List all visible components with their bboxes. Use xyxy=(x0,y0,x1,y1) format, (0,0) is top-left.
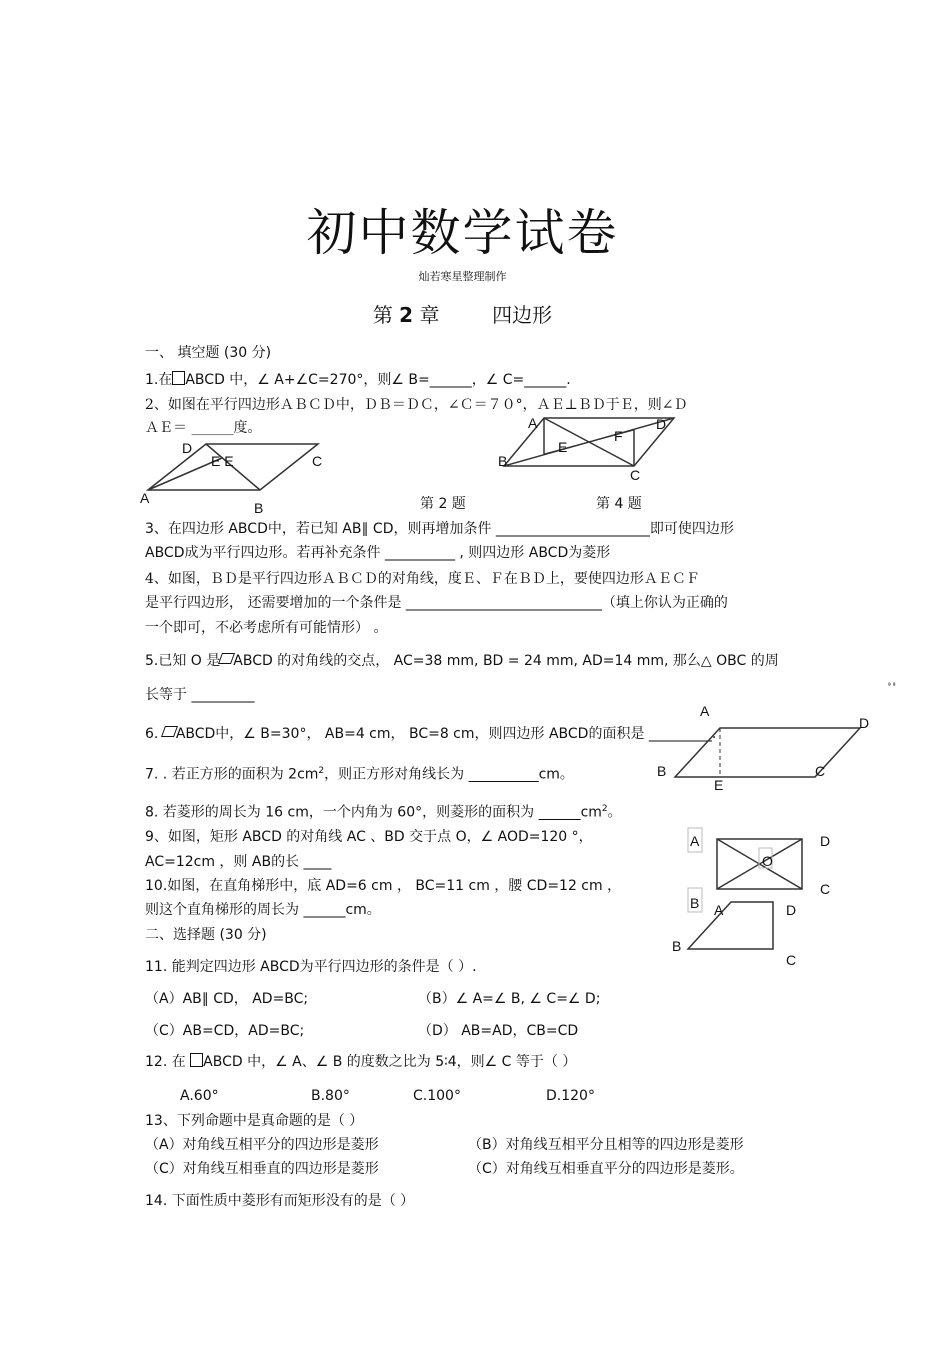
fig4-label-a: A xyxy=(528,415,538,431)
fig6-label-b: B xyxy=(657,763,667,779)
q7-sup: 2 xyxy=(318,766,325,776)
question-12-option-b: B.80° xyxy=(311,1088,350,1104)
figure-q4-parallelogram xyxy=(496,414,680,484)
q5-prefix: 5.已知 O 是 xyxy=(145,653,221,669)
figure-q2-caption: 第 2 题 xyxy=(420,496,466,512)
section-heading-fill-in: 一、 填空题 (30 分) xyxy=(145,345,272,361)
question-4-line-2: 是平行四边形， 还需要增加的一个条件是 ____________________________（填上你认为正确的 xyxy=(145,595,728,611)
q8-sup: 2 xyxy=(601,804,608,814)
fig6-label-d: D xyxy=(859,715,870,731)
question-8 xyxy=(145,800,622,822)
question-11-option-d: （D） AB=AD，CB=CD xyxy=(418,1023,579,1039)
fig2-label-e: E E xyxy=(211,453,234,469)
fig6-label-a: A xyxy=(700,703,710,719)
fig4-label-f: F xyxy=(614,428,623,444)
question-13-option-c: （C）对角线互相垂直的四边形是菱形 xyxy=(145,1161,379,1177)
figure-q2-parallelogram xyxy=(136,436,336,518)
question-13-option-b: （B）对角线互相平分且相等的四边形是菱形 xyxy=(468,1137,744,1153)
fig2-label-c: C xyxy=(312,453,323,469)
fig6-label-e: E xyxy=(714,777,724,793)
question-5-line-2: 长等于 _________ xyxy=(145,687,255,703)
chapter-suffix: 章 xyxy=(419,303,440,327)
chapter-heading xyxy=(0,302,925,328)
question-12-option-d: D.120° xyxy=(546,1088,595,1104)
question-2-line-2: ＡＥ＝ ______度。 xyxy=(145,420,262,436)
question-9-line-2: AC=12cm ，则 AB的长 ____ xyxy=(145,854,332,870)
q1-prefix: 1.在 xyxy=(145,372,173,388)
fig10-label-b: B xyxy=(672,938,682,954)
question-1 xyxy=(145,371,571,389)
fig4-label-b: B xyxy=(498,453,508,469)
question-13-option-d: （C）对角线互相垂直平分的四边形是菱形。 xyxy=(468,1161,744,1177)
parallelogram-square-icon xyxy=(172,371,185,385)
fig9-label-o: O xyxy=(762,853,773,869)
question-7 xyxy=(145,762,574,784)
fig2-label-d: D xyxy=(182,440,193,456)
question-12-option-c: C.100° xyxy=(413,1088,461,1104)
question-11-option-a: （A）AB∥ CD， AD=BC; xyxy=(145,991,309,1007)
question-13-stem: 13、下列命题中是真命题的是（ ） xyxy=(145,1113,364,1129)
corner-mark: ª ª xyxy=(888,682,896,689)
q5-text: ABCD 的对角线的交点， AC=38 mm, BD = 24 mm, AD=14 mm, 那么△ OBC 的周 xyxy=(233,653,779,669)
fig9-label-a: A xyxy=(690,833,700,849)
question-11-option-b: （B）∠ A=∠ B, ∠ C=∠ D; xyxy=(418,991,601,1007)
question-3-line-2: ABCD成为平行四边形。若再补充条件 __________ , 则四边形 ABCD为菱形 xyxy=(145,545,611,561)
fig2-label-a: A xyxy=(140,490,150,506)
question-9-line-1: 9、如图，矩形 ABCD 的对角线 AC 、BD 交于点 O，∠ AOD=120 °， xyxy=(145,829,593,845)
question-12-option-a: A.60° xyxy=(180,1088,219,1104)
chapter-number: 2 xyxy=(399,303,414,327)
q1-text: ABCD 中，∠ A+∠C=270°，则∠ B=______，∠ C=______. xyxy=(185,372,571,388)
q7-text: 7. . 若正方形的面积为 2cm xyxy=(145,766,319,783)
question-12-stem xyxy=(145,1053,576,1071)
fig4-label-e: E xyxy=(558,439,568,455)
fig2-label-b: B xyxy=(254,500,264,516)
fig4-label-d: D xyxy=(656,416,667,432)
question-4-line-3: 一个即可，不必考虑所有可能情形） 。 xyxy=(145,620,388,636)
fig9-label-b: B xyxy=(690,895,700,911)
question-4-line-1: 4、如图，ＢＤ是平行四边形ＡＢＣＤ的对角线，度Ｅ、Ｆ在ＢＤ上，要使四边形ＡＥＣＦ xyxy=(145,571,700,587)
fig9-label-c: C xyxy=(820,881,831,897)
question-10-line-2: 则这个直角梯形的周长为 ______cm。 xyxy=(145,902,381,918)
question-10-line-1: 10.如图，在直角梯形中，底 AD=6 cm ， BC=11 cm ，腰 CD=12 cm ， xyxy=(145,878,622,894)
fig4-label-c: C xyxy=(630,467,641,483)
parallelogram-square-icon xyxy=(190,1053,203,1067)
section-heading-multiple-choice: 二、选择题 (30 分) xyxy=(145,927,267,943)
q12-prefix: 12. 在 xyxy=(145,1054,186,1070)
question-11-option-c: （C）AB=CD，AD=BC; xyxy=(145,1023,305,1039)
fig9-label-d: D xyxy=(820,833,831,849)
q6-prefix: 6. xyxy=(145,726,159,742)
figure-q6-parallelogram xyxy=(650,700,875,794)
question-11-stem: 11. 能判定四边形 ABCD为平行四边形的条件是（ ）. xyxy=(145,959,477,975)
q8-rest: 。 xyxy=(607,804,622,821)
question-2-line-1: 2、如图在平行四边形ＡＢＣＤ中，ＤＢ＝ＤＣ，∠Ｃ＝７０°，ＡＥ⊥ＢＤ于Ｅ，则∠Ｄ xyxy=(145,397,688,413)
q7-rest: ，则正方形对角线长为 __________cm。 xyxy=(324,766,574,783)
chapter-name: 四边形 xyxy=(492,303,553,327)
fig6-label-c: C xyxy=(815,763,826,779)
question-5-line-1 xyxy=(145,652,779,670)
q8-text: 8. 若菱形的周长为 16 cm，一个内角为 60°，则菱形的面积为 ______cm xyxy=(145,804,602,821)
q12-text: ABCD 中，∠ A、∠ B 的度数之比为 5∶4，则∠ C 等于（ ） xyxy=(203,1054,577,1070)
chapter-prefix: 第 xyxy=(372,303,393,327)
question-14-stem: 14. 下面性质中菱形有而矩形没有的是（ ） xyxy=(145,1193,415,1209)
figure-q4-caption: 第 4 题 xyxy=(596,496,642,512)
question-3-line-1: 3、在四边形 ABCD中，若已知 AB∥ CD，则再增加条件 ______________________即可使四边形 xyxy=(145,521,734,537)
page-title: 初中数学试卷 xyxy=(306,204,619,262)
figure-q10-trapezoid xyxy=(668,896,808,970)
fig10-label-d: D xyxy=(786,902,797,918)
page-subtitle: 灿若寒星整理制作 xyxy=(418,270,507,283)
question-13-option-a: （A）对角线互相平分的四边形是菱形 xyxy=(145,1137,379,1153)
question-6 xyxy=(145,725,716,743)
q6-text: ABCD中，∠ B=30°， AB=4 cm， BC=8 cm，则四边形 ABCD的面积是 _________. xyxy=(175,726,717,742)
fig10-label-c: C xyxy=(786,952,797,968)
fig10-label-a: A xyxy=(714,902,724,918)
